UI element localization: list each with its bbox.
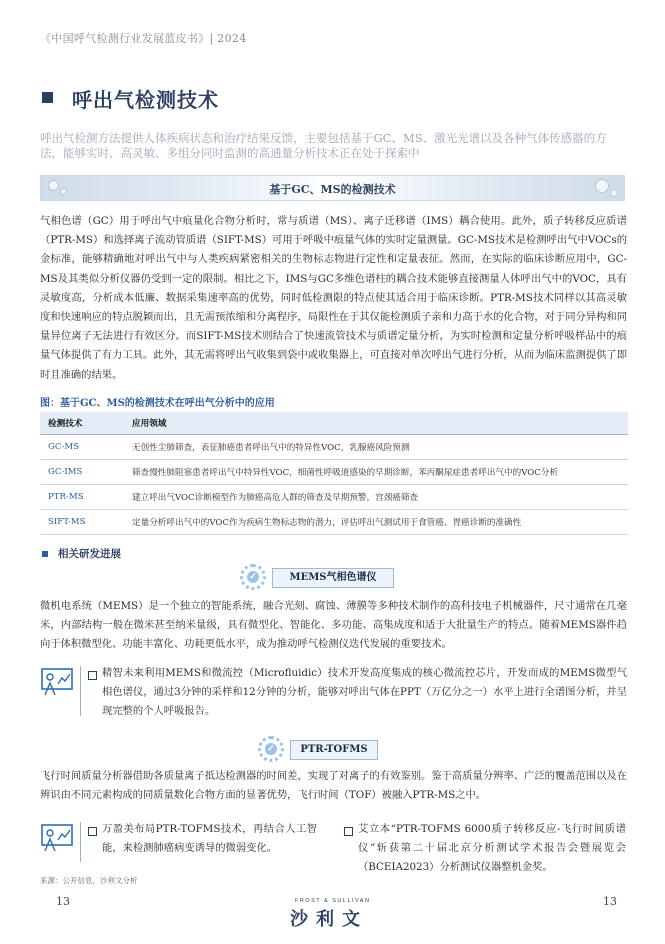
page-number-right: 13 [603,895,617,908]
main-paragraph: 气相色谱（GC）用于呼出气中痕量化合物分析时，常与质谱（MS）、离子迁移谱（IMS）耦合使用。此外，质子转移反应质谱（PTR-MS）和选择离子流动管质谱（SIFT-MS）可用于呼吸中痕量气体的实时定量测量。GC-MS技术是检测呼出气中VOCs的金标准，能够精确地对呼出气中与人类疾病紧密相关的生物标志物进行定性和定量表征。然而，在实际的临床诊断应用中，GC-MS及其类似分析仪器仍受到一定的限制。相比之下，IMS与GC多维色谱柱的耦合技术能够直接测量人体呼出气中的VOC，具有灵敏度高，分析成本低廉、数据采集速率高的优势，同时低检测限的特点使其适合用于临床诊断。PTR-MS技术同样以其高灵敏度和快速响应的特点脱颖而出，且无需预浓缩和分离程序，局限性在于其仅能检测质子亲和力高于水的化合物，对于同分异构和同量异位离子无法进行有效区分。而SIFT-MS技术则结合了快速流管技术与质谱定量分析，为实时检测和定量分析呼吸样品中的痕量气体提供了有力工具。此外，其无需将呼出气收集到袋中或收集器上，可直接对单次呼出气进行分析，从而为临床监测提供了即时且准确的结果。 [40,215,627,381]
section-banner [40,175,625,201]
logo: 沙利文 [290,909,368,930]
table-row [40,460,628,485]
gear-icon: ✓ [258,736,284,762]
subsection-marker [42,551,48,557]
table-cell-app: 筛查慢性肺阻塞患者呼出气中特异性VOC，细菌性呼吸道感染的早期诊断，苯丙酮尿症患者呼出气中的VOC分析 [124,460,628,485]
table-row [40,510,628,535]
logo-subtitle: FROST & SULLIVAN [295,898,371,904]
table-cell-app: 无创性尘肺筛查，表征肺癌患者呼出气中的特异性VOC，乳腺癌风险预测 [124,435,628,460]
table-cell-app: 定量分析呼出气中的VOC作为疾病生物标志物的潜力，评估呼出气测试用于食管癌、胃癌诊断的准确性 [124,510,628,535]
ptr-bullet-left: 万盈美布局PTR-TOFMS技术，再结合人工智能，来检测肺癌病变诱导的微弱变化。 [102,823,317,854]
section-title: 呼出气检测技术 [72,88,219,112]
table-row [40,485,628,510]
divider [80,666,81,716]
table-cell-tech: PTR-MS [40,485,124,510]
table-cell-tech: GC-MS [40,435,124,460]
presentation-icon [40,667,76,697]
mems-label: MEMS气相色谱仪 [272,568,394,588]
bullet-icon [88,671,97,680]
page-number-left: 13 [56,895,70,908]
divider [80,822,81,862]
application-table [40,412,628,535]
table-header: 检测技术 [40,412,124,435]
subsection-title: 相关研发进展 [58,548,121,560]
table-cell-tech: GC-IMS [40,460,124,485]
mems-paragraph: 微机电系统（MEMS）是一个独立的智能系统，融合光刻、腐蚀、薄膜等多种技术制作的高科技电子机械器件，尺寸通常在几毫米，内部结构一般在微米甚至纳米量级，具有微型化、智能化、多功能、高集成度和适于大批量生产的特点。随着MEMS器件趋向于体积微型化、功能丰富化、功耗更低水平，成为推动呼气检测仪迭代发展的重要技术。 [40,600,627,651]
ptr-label: PTR-TOFMS [290,740,378,760]
table-cell-app: 建立呼出气VOC诊断模型作为肺癌高危人群的筛查及早期预警，宫颈癌筛查 [124,485,628,510]
title-marker [42,92,53,103]
mems-bullet: 精智未来利用MEMS和微流控（Microfluidic）技术开发高度集成的核心微流控芯片，开发而成的MEMS微型气相色谱仪，通过3分钟的采样和12分钟的分析，能够对呼出气体在PPT（万亿分之一）水平上进行全谱图分析，并呈现完整的个人呼吸报告。 [102,667,627,717]
ptr-paragraph: 飞行时间质量分析器借助各质量离子抵达检测器的时间差，实现了对离子的有效鉴别。鉴于高质量分辨率、广泛的覆盖范围以及在辨识由不同元素构成的同质量数化合物方面的显著优势，飞行时间（TOF）被融入PTR-MS之中。 [40,770,627,802]
presentation-icon [40,823,76,853]
ptr-bullet-right: 艾立本“PTR-TOFMS 6000质子转移反应-飞行时间质谱仪”斩获第二十届北京分析测试学术报告会暨展览会（BCEIA2023）分析测试仪器整机金奖。 [358,823,626,873]
figure-title: 图：基于GC、MS的检测技术在呼出气分析中的应用 [40,398,275,409]
bullet-icon [88,827,97,836]
intro-text: 呼出气检测方法提供人体疾病状态和治疗结果反馈，主要包括基于GC、MS、激光光谱以及各种气体传感器的方法，能够实时、高灵敏、多组分同时监测的高通量分析技术正在处于探索中 [40,131,607,160]
banner-title: 基于GC、MS的检测技术 [269,183,396,196]
table-header-row [40,412,628,435]
table-cell-tech: SIFT-MS [40,510,124,535]
report-header: 《中国呼气检测行业发展蓝皮书》| 2024 [40,32,247,45]
table-row [40,435,628,460]
gear-icon: ✓ [240,564,266,590]
table-header: 应用领域 [124,412,628,435]
bullet-icon [344,827,353,836]
source-note: 来源：公开信息，沙利文分析 [40,876,138,885]
